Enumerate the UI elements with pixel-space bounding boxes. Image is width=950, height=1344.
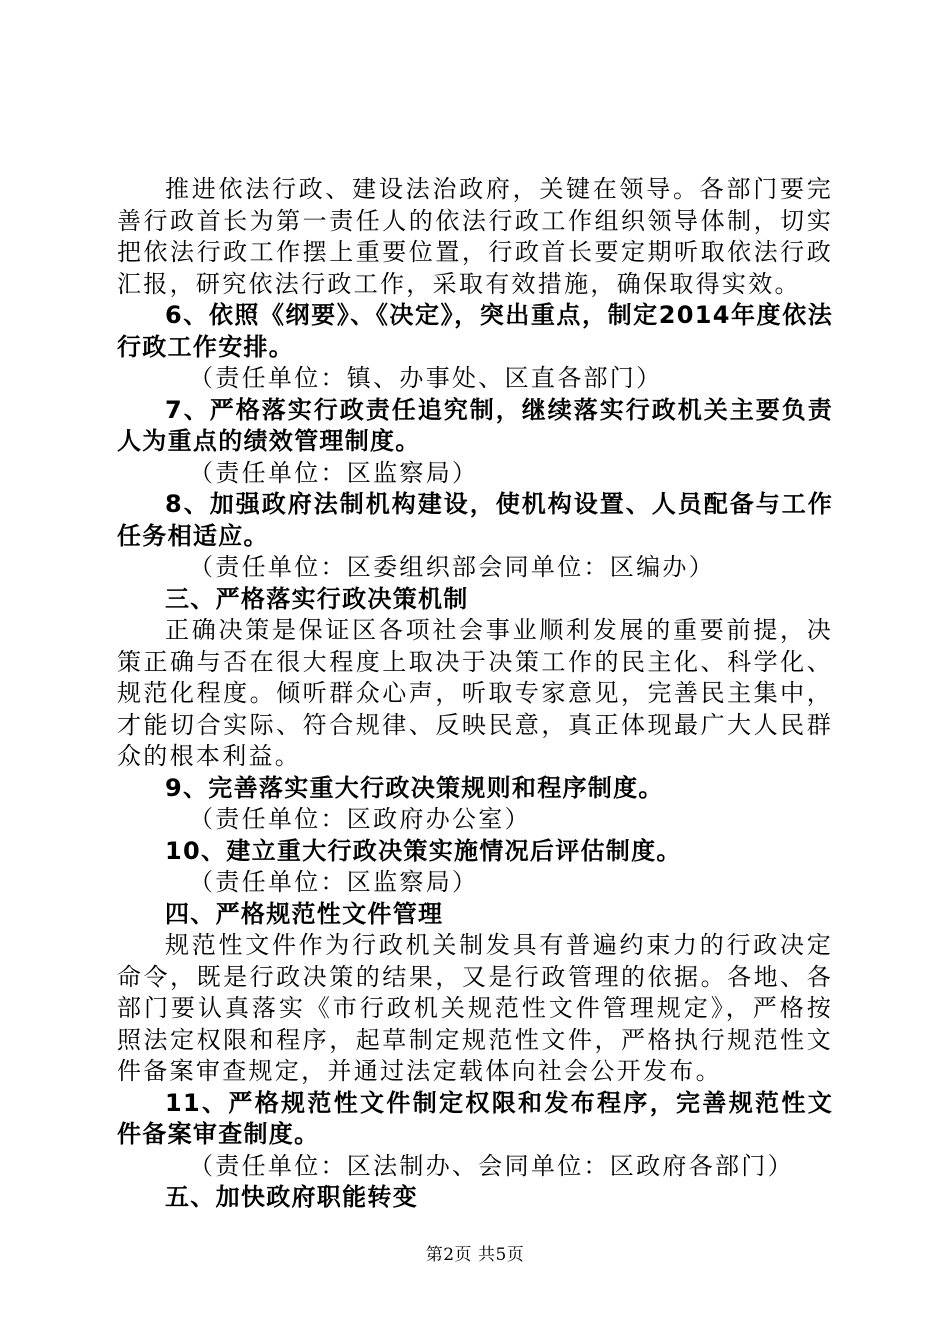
responsibility-6: （责任单位：镇、办事处、区直各部门） (189, 364, 663, 392)
responsibility-8: （责任单位：区委组织部会同单位：区编办） (189, 553, 715, 581)
responsibility-10: （责任单位：区监察局） (189, 868, 479, 896)
paragraph-leadership: 推进依法行政、建设法治政府，关键在领导。各部门要完善行政首长为第一责任人的依法行政工作组织领导体制，切实把依法行政工作摆上重要位置，行政首长要定期听取依法行政汇报，研究依法行政工作，采取有效措施，确保取得实效。 (117, 175, 833, 298)
paragraph-normative-docs: 规范性文件作为行政机关制发具有普遍约束力的行政决定命令，既是行政决策的结果，又是行政管理的依据。各地、各部门要认真落实《市行政机关规范性文件管理规定》，严格按照法定权限和程序，起草制定规范性文件，严格执行规范性文件备案审查规定，并通过法定载体向社会公开发布。 (117, 931, 833, 1085)
item-7: 7、严格落实行政责任追究制，继续落实行政机关主要负责人为重点的绩效管理制度。 (117, 395, 833, 455)
item-8: 8、加强政府法制机构建设，使机构设置、人员配备与工作任务相适应。 (117, 490, 833, 550)
paragraph-decision: 正确决策是保证区各项社会事业顺利发展的重要前提，决策正确与否在很大程度上取决于决策工作的民主化、科学化、规范化程度。倾听群众心声，听取专家意见，完善民主集中，才能切合实际、符合规律、反映民意，真正体现最广大人民群众的根本利益。 (117, 616, 833, 770)
responsibility-9: （责任单位：区政府办公室） (189, 805, 531, 833)
page-number-footer: 第2页 共5页 (425, 1245, 525, 1265)
responsibility-11: （责任单位：区法制办、会同单位：区政府各部门） (189, 1151, 794, 1180)
item-9: 9、完善落实重大行政决策规则和程序制度。 (165, 773, 664, 802)
document-body (117, 174, 833, 1214)
item-6: 6、依照《纲要》、《决定》，突出重点，制定2014年度依法行政工作安排。 (117, 301, 833, 361)
item-10: 10、建立重大行政决策实施情况后评估制度。 (165, 836, 682, 865)
responsibility-7: （责任单位：区监察局） (189, 458, 479, 487)
item-11: 11、严格规范性文件制定权限和发布程序，完善规范性文件备案审查制度。 (117, 1088, 833, 1148)
section-heading-3: 三、严格落实行政决策机制 (165, 584, 469, 613)
section-heading-4: 四、严格规范性文件管理 (165, 899, 444, 928)
section-heading-5: 五、加快政府职能转变 (165, 1183, 418, 1211)
